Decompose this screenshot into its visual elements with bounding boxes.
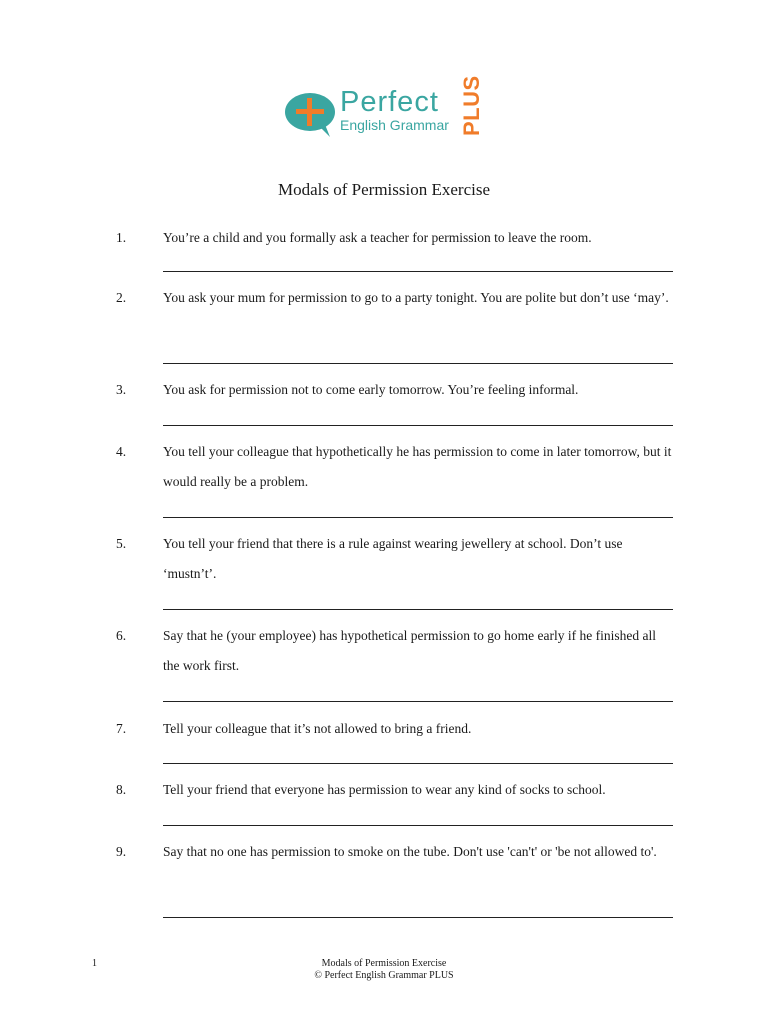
question-text: You ask your mum for permission to go to a party tonight. You are polite but don’t use ‘may’. [163, 290, 669, 305]
question-text: Tell your friend that everyone has permission to wear any kind of socks to school. [163, 782, 606, 797]
question-number: 7. [116, 721, 127, 736]
question-number: 8. [116, 782, 127, 797]
question-text: Say that no one has permission to smoke on the tube. Don't use 'can't' or 'be not allowed to'. [163, 844, 657, 859]
question-number: 4. [116, 444, 127, 459]
answer-line-3[interactable] [163, 425, 673, 426]
page-title: Modals of Permission Exercise [278, 180, 490, 199]
question-number: 9. [116, 844, 127, 859]
answer-line-1[interactable] [163, 271, 673, 272]
question-number: 2. [116, 290, 127, 305]
answer-line-5[interactable] [163, 609, 673, 610]
question-number: 3. [116, 382, 127, 397]
speech-bubble-plus-icon [284, 92, 338, 138]
question-text: Say that he (your employee) has hypothetical permission to go home early if he finished all the work first. [163, 628, 656, 673]
question-text: You tell your colleague that hypothetically he has permission to come in later tomorrow, but it would really be a problem. [163, 444, 672, 489]
question-text: You ask for permission not to come early tomorrow. You’re feeling informal. [163, 382, 579, 397]
answer-line-2[interactable] [163, 363, 673, 364]
question-text: Tell your colleague that it’s not allowed to bring a friend. [163, 721, 472, 736]
answer-line-9[interactable] [163, 917, 673, 918]
answer-line-7[interactable] [163, 763, 673, 764]
logo-plus: PLUS [459, 75, 484, 136]
question-number: 6. [116, 628, 127, 643]
question-text: You tell your friend that there is a rule against wearing jewellery at school. Don’t use ‘mustn’t’. [163, 536, 623, 581]
footer [0, 958, 768, 982]
footer-page-number: 1 [92, 958, 97, 969]
footer-title: Modals of Permission Exercise [321, 958, 447, 969]
logo-subtitle: English Grammar [340, 117, 449, 133]
answer-line-6[interactable] [163, 701, 673, 702]
question-text: You’re a child and you formally ask a teacher for permission to leave the room. [163, 230, 592, 245]
question-number: 1. [116, 230, 127, 245]
question-number: 5. [116, 536, 127, 551]
answer-line-8[interactable] [163, 825, 673, 826]
footer-copyright: © Perfect English Grammar PLUS [314, 970, 454, 981]
logo-wordmark: Perfect [340, 86, 439, 118]
logo [284, 75, 494, 142]
answer-line-4[interactable] [163, 517, 673, 518]
